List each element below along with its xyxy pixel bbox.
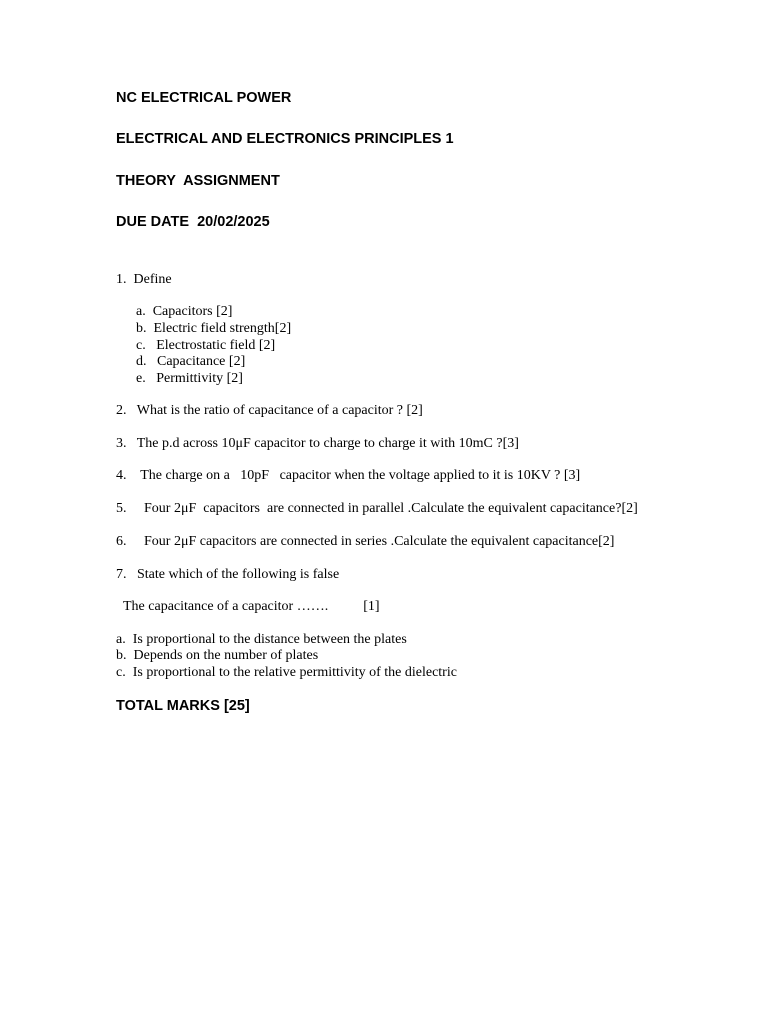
question-7-option: a. Is proportional to the distance between the plates [116, 632, 407, 647]
question-2: 2. What is the ratio of capacitance of a capacitor ? [2] [116, 403, 423, 418]
question-5: 5. Four 2μF capacitors are connected in parallel .Calculate the equivalent capacitance?[2] [116, 501, 638, 516]
course-level-heading: NC ELECTRICAL POWER [116, 90, 292, 106]
assignment-type-heading: THEORY ASSIGNMENT [116, 173, 280, 189]
question-1-item: d. Capacitance [2] [136, 354, 246, 369]
subject-heading: ELECTRICAL AND ELECTRONICS PRINCIPLES 1 [116, 131, 454, 147]
question-1-item: a. Capacitors [2] [136, 304, 233, 319]
question-1-item: c. Electrostatic field [2] [136, 338, 276, 353]
question-7-option: b. Depends on the number of plates [116, 648, 319, 663]
question-3: 3. The p.d across 10μF capacitor to charge to charge it with 10mC ?[3] [116, 436, 519, 451]
due-date-heading: DUE DATE 20/02/2025 [116, 214, 270, 230]
question-1-item: b. Electric field strength[2] [136, 321, 292, 336]
question-7-prompt: The capacitance of a capacitor ……. [1] [123, 599, 380, 614]
total-marks: TOTAL MARKS [25] [116, 698, 250, 714]
question-4: 4. The charge on a 10pF capacitor when the voltage applied to it is 10KV ? [3] [116, 468, 581, 483]
question-7-stem: 7. State which of the following is false [116, 567, 340, 582]
question-6: 6. Four 2μF capacitors are connected in series .Calculate the equivalent capacitance[2] [116, 534, 615, 549]
question-1-item: e. Permittivity [2] [136, 371, 243, 386]
question-1-stem: 1. Define [116, 272, 172, 287]
question-7-option: c. Is proportional to the relative permittivity of the dielectric [116, 665, 457, 680]
